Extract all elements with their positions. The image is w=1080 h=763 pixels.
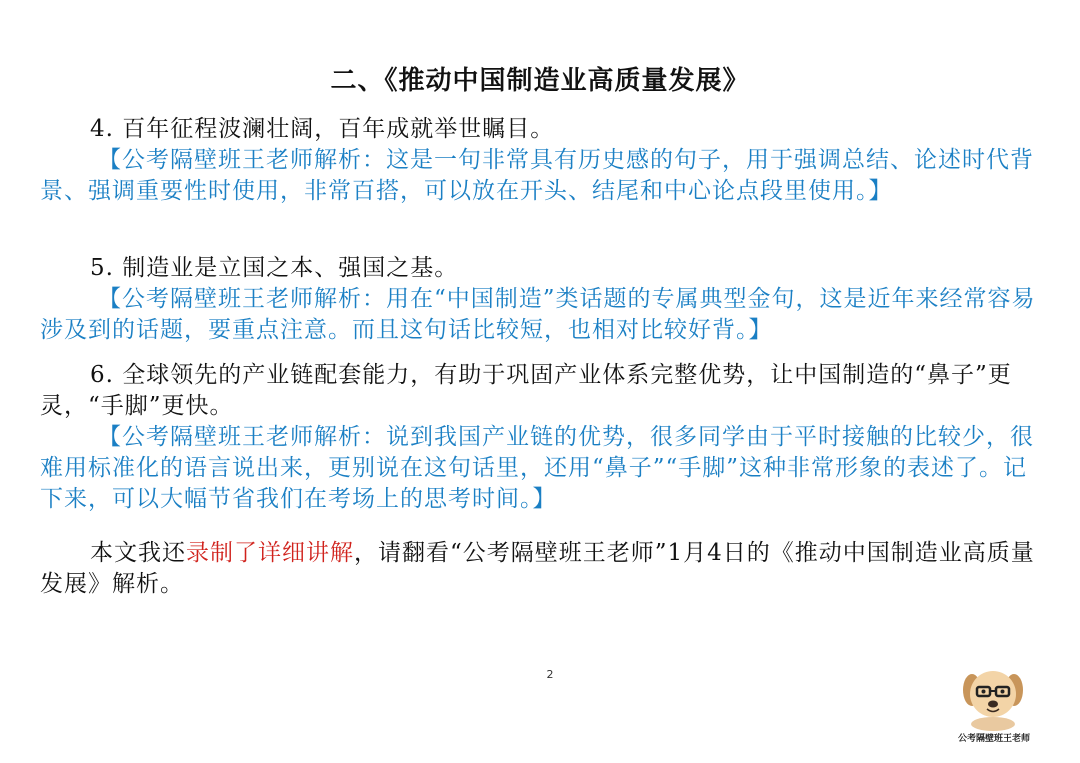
dog-mascot-logo-icon <box>958 662 1028 732</box>
analysis-text: 【公考隔壁班王老师解析：这是一句非常具有历史感的句子，用于强调总结、论述时代背景、强调重要性时使用，非常百搭，可以放在开头、结尾和中心论点段里使用。】 <box>40 147 1034 204</box>
item-6 <box>40 360 1050 515</box>
highlight-text: 录制了详细讲解 <box>186 540 354 566</box>
quote-text: 5. 制造业是立国之本、强国之基。 <box>90 255 459 281</box>
item-5 <box>40 253 1050 346</box>
closing-text: 本文我还 <box>90 540 186 566</box>
analysis-text: 【公考隔壁班王老师解析：用在“中国制造”类话题的专属典型金句，这是近年来经常容易涉及到的话题，要重点注意。而且这句话比较短，也相对比较好背。】 <box>40 286 1036 343</box>
analysis-text: 【公考隔壁班王老师解析：说到我国产业链的优势，很多同学由于平时接触的比较少，很难用标准化的语言说出来，更别说在这句话里，还用“鼻子”“手脚”这种非常形象的表述了。记下来，可以大幅节省我们在考场上的思考时间。】 <box>40 424 1034 512</box>
item-4 <box>40 114 1050 207</box>
logo-caption: 公考隔壁班王老师 <box>957 734 1030 744</box>
page-title: 二、《推动中国制造业高质量发展》 <box>330 66 750 96</box>
closing-text-rest: ，请翻看“公考隔壁班王老师”1月4日的《推动中国制造业高质量发展》解析。 <box>40 540 1035 597</box>
quote-text: 6. 全球领先的产业链配套能力，有助于巩固产业体系完整优势，让中国制造的“鼻子”更灵，“手脚”更快。 <box>40 362 1012 419</box>
closing-paragraph <box>40 538 1050 600</box>
quote-text: 4. 百年征程波澜壮阔，百年成就举世瞩目。 <box>90 116 555 142</box>
page-number: 2 <box>546 668 554 681</box>
